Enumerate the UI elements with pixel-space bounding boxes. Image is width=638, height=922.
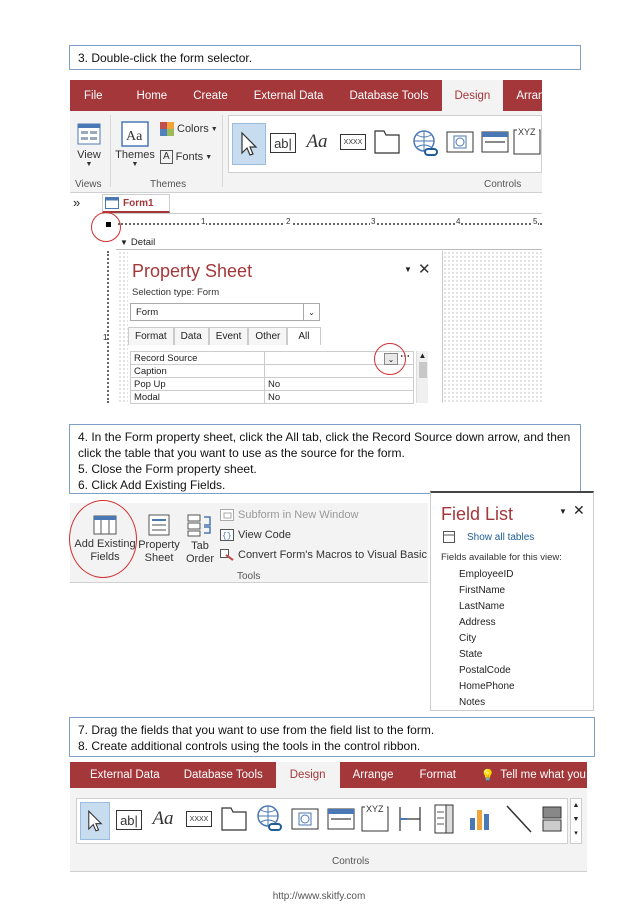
tab-event[interactable]: Event: [209, 327, 249, 345]
chevron-down-icon: ▼: [131, 160, 139, 168]
step7-text: 7. Drag the fields that you want to use from the field list to the form.: [78, 723, 435, 737]
tab-order-icon: [187, 513, 213, 537]
step8-text: 8. Create additional controls using the tools in the control ribbon.: [78, 739, 421, 753]
property-sheet-title: Property Sheet: [132, 261, 253, 281]
option-group-icon[interactable]: [512, 123, 542, 157]
tab-other[interactable]: Other: [248, 327, 287, 345]
horizontal-ruler: [118, 217, 542, 231]
gallery-scrollbar[interactable]: [570, 798, 582, 844]
web-browser-control-icon[interactable]: [290, 806, 320, 832]
footer-url[interactable]: http://www.skitfy.com: [272, 891, 366, 902]
convert-macros-icon: [220, 549, 234, 561]
chevron-down-icon: ▼: [85, 160, 93, 168]
more-icon[interactable]: ▾: [574, 830, 578, 837]
subform-label: Subform in New Window: [238, 509, 359, 521]
property-sheet-menu-icon[interactable]: ▼: [404, 265, 412, 274]
list-item[interactable]: PostalCode: [459, 665, 511, 676]
selection-type: Selection type: Form: [132, 287, 220, 298]
ribbon3-tabbar: [70, 762, 627, 788]
form-icon: [105, 197, 119, 209]
chevron-up-icon[interactable]: ▲: [418, 351, 427, 360]
step4b-text: click the table that you want to use as the source for the form.: [78, 446, 405, 460]
form1-tab[interactable]: [102, 194, 170, 213]
line-icon[interactable]: [504, 802, 534, 836]
list-item[interactable]: Notes: [459, 697, 486, 708]
steps-4-6-box: [69, 424, 581, 494]
ruler-number: 3: [371, 217, 376, 226]
view-code-icon: [220, 529, 234, 541]
view-label: View: [77, 148, 101, 161]
themes-label: Themes: [115, 148, 155, 161]
group-label-themes: Themes: [150, 179, 187, 190]
form1-label: Form1: [123, 197, 154, 209]
property-sheet-icon: [148, 514, 170, 536]
object-selector-combo[interactable]: [130, 303, 320, 321]
close-icon[interactable]: ✕: [573, 502, 585, 518]
option-group-icon[interactable]: [360, 800, 390, 834]
colors-icon: [160, 122, 174, 136]
design-grid-left[interactable]: [118, 251, 128, 403]
tab-design[interactable]: Design: [276, 762, 340, 788]
tab-order-label-1: Tab: [191, 539, 209, 552]
detail-label: Detail: [130, 237, 156, 248]
themes-button[interactable]: [114, 115, 156, 173]
property-name: Record Source: [131, 352, 265, 365]
tab-external-data[interactable]: External Data: [253, 89, 324, 102]
web-browser-control-icon[interactable]: [445, 129, 475, 155]
page-break-icon[interactable]: [396, 804, 424, 834]
property-name: Caption: [131, 365, 265, 378]
svg-text:Aa: Aa: [126, 128, 143, 144]
chevron-up-icon[interactable]: ▲: [572, 802, 580, 809]
table-row[interactable]: [131, 378, 414, 391]
property-value[interactable]: No: [265, 391, 414, 404]
scrollbar[interactable]: [416, 351, 428, 403]
subform-icon: [220, 509, 234, 521]
view-code-label: View Code: [238, 529, 291, 541]
step4a-text: 4. In the Form property sheet, click the All tab, click the Record Source down arrow, and then: [78, 430, 571, 444]
ribbon1-tabbar: [70, 80, 558, 111]
property-sheet-label-1: Property: [138, 538, 180, 551]
tab-order-label-2: Order: [185, 552, 215, 565]
fonts-icon: A: [160, 150, 173, 164]
colors-label: Colors: [177, 123, 209, 135]
navigation-control-icon[interactable]: [326, 806, 356, 832]
step5-text: 5. Close the Form property sheet.: [78, 462, 257, 476]
tab-data[interactable]: Data: [174, 327, 209, 345]
group-label-views: Views: [75, 179, 102, 190]
tab-home[interactable]: Home: [136, 89, 168, 102]
table-row[interactable]: [131, 365, 414, 378]
group-label-tools: Tools: [237, 571, 261, 582]
add-existing-label-2: Fields: [90, 550, 120, 563]
combo-box-icon[interactable]: [432, 802, 456, 836]
table-row[interactable]: [131, 352, 414, 365]
colors-button[interactable]: [160, 121, 216, 137]
list-item[interactable]: State: [459, 649, 483, 660]
navigation-control-icon[interactable]: [480, 129, 510, 155]
tab-order-button[interactable]: [182, 509, 218, 569]
view-button[interactable]: [74, 117, 104, 173]
tab-database-tools[interactable]: Database Tools: [349, 89, 429, 102]
chevron-down-icon: ▼: [205, 153, 213, 161]
builder-button[interactable]: ⋯: [400, 351, 410, 362]
list-item[interactable]: City: [459, 633, 477, 644]
form-designer: [70, 193, 542, 403]
step6-text: 6. Click Add Existing Fields.: [78, 478, 226, 492]
separator: [110, 115, 111, 187]
convert-macros-label: Convert Form's Macros to Visual Basic: [238, 549, 427, 561]
add-existing-label-1: Add Existing: [74, 537, 136, 550]
object-selector-value: Form: [136, 307, 159, 318]
property-sheet-label-2: Sheet: [144, 551, 174, 564]
step3-box: [69, 45, 581, 70]
fonts-label: Fonts: [175, 151, 204, 163]
property-name: Modal: [131, 391, 265, 404]
highlight-circle: [374, 343, 406, 375]
tab-arrange[interactable]: Arrange: [516, 89, 558, 102]
show-all-label: Show all tables: [467, 531, 535, 543]
group-label-controls: Controls: [484, 179, 522, 190]
tab-format[interactable]: Format: [128, 327, 174, 345]
vertical-ruler: [100, 251, 116, 403]
lightbulb-icon: 💡: [480, 770, 496, 782]
themes-icon: [121, 121, 149, 147]
hyperlink-icon[interactable]: [410, 127, 440, 161]
list-item[interactable]: FirstName: [459, 585, 506, 596]
property-value[interactable]: No: [265, 378, 414, 391]
ruler-number: 2: [286, 217, 291, 226]
view-code-button[interactable]: [220, 527, 420, 543]
tab-create[interactable]: Create: [193, 89, 228, 102]
tab-control-icon[interactable]: [373, 127, 401, 157]
table-row[interactable]: [131, 391, 414, 404]
property-name: Pop Up: [131, 378, 265, 391]
highlight-circle: [91, 212, 121, 242]
chevron-down-icon: ▼: [120, 238, 128, 247]
ruler-number: 4: [456, 217, 461, 226]
list-item[interactable]: HomePhone: [459, 681, 515, 692]
field-list-menu-icon[interactable]: ▼: [559, 507, 567, 516]
hyperlink-icon[interactable]: [254, 802, 284, 836]
record-source-dropdown-button[interactable]: ⌄: [384, 353, 398, 365]
tell-me-box[interactable]: [469, 762, 630, 788]
form-designer-border: [100, 213, 542, 214]
chevron-down-icon[interactable]: ▼: [572, 816, 580, 823]
form-view-icon: [77, 123, 101, 145]
tab-arrange[interactable]: Arrange: [352, 769, 394, 781]
chevron-down-icon: ▼: [210, 125, 218, 133]
detail-section-bar[interactable]: [116, 236, 542, 250]
tab-all[interactable]: All: [287, 327, 320, 345]
nav-pane-toggle[interactable]: »: [73, 195, 81, 210]
list-item[interactable]: EmployeeID: [459, 569, 514, 580]
scrollbar-thumb[interactable]: [419, 362, 427, 378]
textbox-control-icon[interactable]: ab|: [270, 133, 296, 153]
ribbon3-body: [70, 788, 587, 872]
property-grid: [130, 351, 414, 404]
button-control-icon[interactable]: XXXX: [340, 134, 366, 150]
field-list-pane: [430, 491, 594, 711]
group-label-controls: Controls: [332, 856, 370, 867]
highlight-circle: [69, 500, 137, 578]
ruler-number: 1: [201, 217, 206, 226]
design-grid[interactable]: [442, 251, 542, 403]
chart-icon[interactable]: [466, 804, 496, 834]
separator: [222, 115, 223, 187]
table-icon: [443, 531, 455, 543]
toggle-button-icon[interactable]: [540, 804, 564, 834]
fields-available-label: Fields available for this view:: [441, 552, 562, 563]
label-control-icon[interactable]: Aa: [306, 131, 328, 152]
close-icon[interactable]: ✕: [418, 261, 431, 278]
property-sheet: [128, 251, 442, 403]
textbox-control-icon[interactable]: ab|: [116, 810, 142, 830]
button-control-icon[interactable]: XXXX: [186, 811, 212, 827]
tab-database-tools[interactable]: Database Tools: [183, 769, 263, 781]
ruler-number: 5: [533, 217, 538, 226]
step3-text: 3. Double-click the form selector.: [78, 51, 253, 65]
tab-file[interactable]: File: [84, 89, 103, 102]
tab-design[interactable]: Design: [442, 80, 504, 111]
xyz-label: XYZ: [518, 127, 536, 137]
ruler-number: 1: [103, 333, 108, 342]
steps-7-8-box: [69, 717, 595, 757]
show-all-tables-link[interactable]: [443, 531, 534, 543]
select-pointer-icon[interactable]: [80, 802, 110, 840]
tab-control-icon[interactable]: [220, 804, 248, 834]
tab-external-data[interactable]: External Data: [90, 769, 160, 781]
convert-macros-button[interactable]: [220, 547, 426, 563]
chevron-down-icon[interactable]: ⌄: [303, 304, 319, 320]
property-tabs: [128, 327, 321, 345]
subform-new-window-button[interactable]: [220, 507, 420, 523]
list-item[interactable]: LastName: [459, 601, 505, 612]
list-item[interactable]: Address: [459, 617, 496, 628]
fonts-button[interactable]: [160, 149, 216, 165]
label-control-icon[interactable]: Aa: [152, 808, 174, 829]
tell-me-text: Tell me what you want to: [500, 769, 627, 781]
field-list-title: Field List: [441, 504, 514, 524]
svg-text:{}: {}: [222, 532, 232, 541]
property-sheet-button[interactable]: [138, 509, 180, 569]
xyz-label: XYZ: [366, 804, 384, 814]
select-pointer-icon[interactable]: [232, 123, 266, 165]
tab-format[interactable]: Format: [419, 769, 456, 781]
ribbon1-body: [70, 111, 542, 193]
